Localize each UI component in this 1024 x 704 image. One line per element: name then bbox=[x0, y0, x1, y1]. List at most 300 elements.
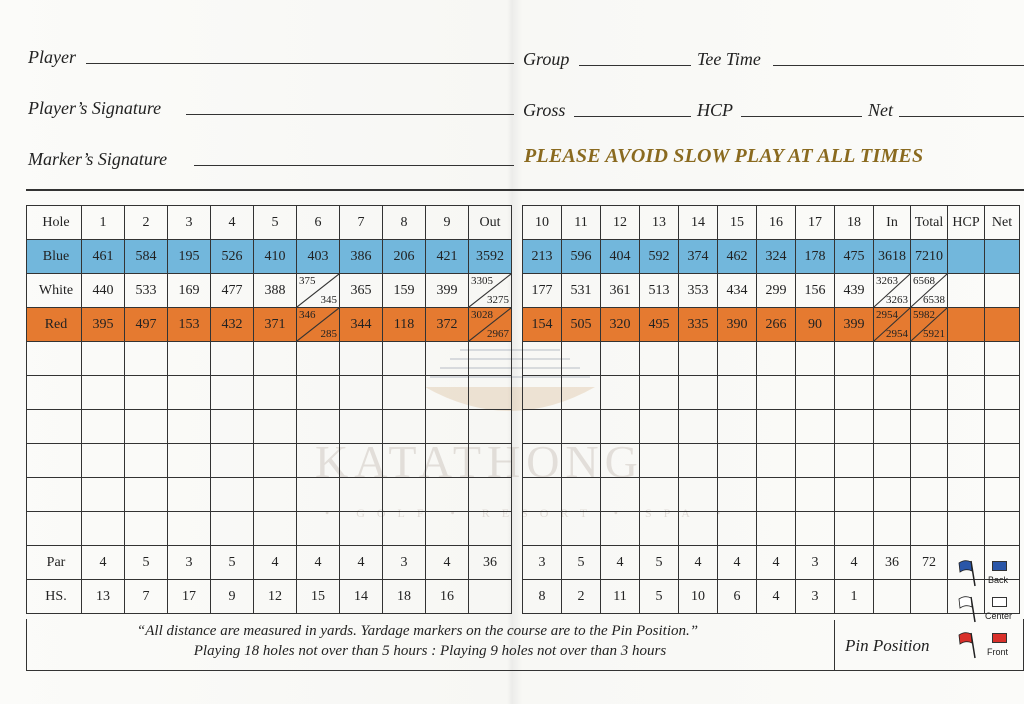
score-entry-cell[interactable] bbox=[985, 376, 1020, 410]
score-entry-cell[interactable] bbox=[948, 410, 985, 444]
score-entry-cell[interactable] bbox=[523, 444, 562, 478]
back-red-cell: 399 bbox=[835, 308, 874, 342]
score-entry-cell[interactable] bbox=[640, 410, 679, 444]
back-blue-cell: 596 bbox=[562, 240, 601, 274]
score-entry-cell[interactable] bbox=[948, 478, 985, 512]
legend-front-label: Front bbox=[987, 647, 1009, 657]
score-entry-cell[interactable] bbox=[948, 512, 985, 546]
score-entry-cell[interactable] bbox=[383, 512, 426, 546]
score-entry-cell[interactable] bbox=[911, 342, 948, 376]
gross-line[interactable] bbox=[574, 116, 691, 117]
front-hs-cell: 14 bbox=[340, 580, 383, 614]
score-entry-cell[interactable] bbox=[523, 410, 562, 444]
score-entry-cell[interactable] bbox=[985, 512, 1020, 546]
back-par-cell: 3 bbox=[523, 546, 562, 580]
score-entry-cell[interactable] bbox=[523, 376, 562, 410]
score-entry-cell[interactable] bbox=[874, 478, 911, 512]
score-entry-cell[interactable] bbox=[948, 444, 985, 478]
score-entry-cell[interactable] bbox=[835, 342, 874, 376]
back-red-lower-value: 5921 bbox=[923, 328, 945, 340]
score-entry-cell[interactable] bbox=[562, 376, 601, 410]
back-red-cell bbox=[911, 308, 948, 342]
back-par-cell: 4 bbox=[718, 546, 757, 580]
score-entry-cell[interactable] bbox=[911, 410, 948, 444]
front-white-upper-value: 3305 bbox=[471, 275, 493, 287]
back-hs-cell: 2 bbox=[562, 580, 601, 614]
score-entry-cell[interactable] bbox=[254, 444, 297, 478]
score-entry-cell[interactable] bbox=[718, 512, 757, 546]
score-entry-cell[interactable] bbox=[796, 478, 835, 512]
score-entry-cell[interactable] bbox=[82, 410, 125, 444]
back-row-white bbox=[523, 274, 1020, 308]
back-headers-cell: 11 bbox=[562, 206, 601, 240]
front-red-cell bbox=[469, 308, 512, 342]
score-entry-cell[interactable] bbox=[125, 342, 168, 376]
back-red-cell: 154 bbox=[523, 308, 562, 342]
header-divider bbox=[26, 189, 1024, 191]
score-entry-cell[interactable] bbox=[27, 444, 82, 478]
hcp-label: HCP bbox=[697, 100, 733, 120]
front-red-lower-value: 285 bbox=[320, 328, 337, 340]
front-headers-cell: 3 bbox=[168, 206, 211, 240]
back-white-cell: 361 bbox=[601, 274, 640, 308]
score-entry-cell[interactable] bbox=[679, 512, 718, 546]
back-row-hs bbox=[523, 580, 1020, 614]
front-blue-cell: 195 bbox=[168, 240, 211, 274]
front-red-upper-value: 346 bbox=[299, 309, 316, 321]
score-entry-cell[interactable] bbox=[985, 410, 1020, 444]
front-headers-cell: 7 bbox=[340, 206, 383, 240]
front-white-cell bbox=[297, 274, 340, 308]
score-entry-cell[interactable] bbox=[340, 342, 383, 376]
score-entry-cell[interactable] bbox=[718, 376, 757, 410]
score-entry-cell[interactable] bbox=[601, 342, 640, 376]
back-white-cell: 299 bbox=[757, 274, 796, 308]
back-red-cell: 266 bbox=[757, 308, 796, 342]
back-white-cell bbox=[948, 274, 985, 308]
score-entry-cell[interactable] bbox=[340, 376, 383, 410]
front-red-cell: 497 bbox=[125, 308, 168, 342]
back-row-blue bbox=[523, 240, 1020, 274]
legend-center-swatch bbox=[992, 597, 1007, 607]
back-score-row bbox=[523, 512, 1020, 546]
score-entry-cell[interactable] bbox=[835, 478, 874, 512]
signature-line[interactable] bbox=[186, 114, 514, 115]
score-entry-cell[interactable] bbox=[27, 342, 82, 376]
back-white-cell: 434 bbox=[718, 274, 757, 308]
back-hs-cell: 4 bbox=[757, 580, 796, 614]
back-blue-cell: 7210 bbox=[911, 240, 948, 274]
front-par-cell: 4 bbox=[340, 546, 383, 580]
back-white-cell: 177 bbox=[523, 274, 562, 308]
legend-back-label: Back bbox=[988, 575, 1009, 585]
legend-back-swatch bbox=[992, 561, 1007, 571]
score-entry-cell[interactable] bbox=[426, 342, 469, 376]
front-white-cell: White bbox=[27, 274, 82, 308]
back-hs-cell: 5 bbox=[640, 580, 679, 614]
front-score-row bbox=[27, 342, 512, 376]
score-entry-cell[interactable] bbox=[125, 376, 168, 410]
score-entry-cell[interactable] bbox=[168, 342, 211, 376]
back-hs-cell: 3 bbox=[796, 580, 835, 614]
back-red-lower-value: 2954 bbox=[886, 328, 908, 340]
score-entry-cell[interactable] bbox=[640, 478, 679, 512]
front-red-upper-value: 3028 bbox=[471, 309, 493, 321]
score-entry-cell[interactable] bbox=[523, 342, 562, 376]
score-entry-cell[interactable] bbox=[27, 376, 82, 410]
back-red-cell bbox=[874, 308, 911, 342]
score-entry-cell[interactable] bbox=[757, 376, 796, 410]
score-entry-cell[interactable] bbox=[948, 376, 985, 410]
score-entry-cell[interactable] bbox=[469, 342, 512, 376]
back-hs-cell: 10 bbox=[679, 580, 718, 614]
score-entry-cell[interactable] bbox=[911, 444, 948, 478]
score-entry-cell[interactable] bbox=[297, 410, 340, 444]
score-entry-cell[interactable] bbox=[168, 376, 211, 410]
score-entry-cell[interactable] bbox=[796, 342, 835, 376]
score-entry-cell[interactable] bbox=[874, 512, 911, 546]
front-nine-table bbox=[26, 205, 512, 614]
score-entry-cell[interactable] bbox=[562, 410, 601, 444]
score-entry-cell[interactable] bbox=[297, 444, 340, 478]
score-entry-cell[interactable] bbox=[757, 512, 796, 546]
score-entry-cell[interactable] bbox=[874, 376, 911, 410]
score-entry-cell[interactable] bbox=[340, 444, 383, 478]
blue-flag-icon bbox=[957, 557, 981, 587]
front-blue-cell: 403 bbox=[297, 240, 340, 274]
score-entry-cell[interactable] bbox=[469, 478, 512, 512]
score-entry-cell[interactable] bbox=[796, 376, 835, 410]
back-par-cell: 4 bbox=[757, 546, 796, 580]
back-red-cell: 320 bbox=[601, 308, 640, 342]
score-entry-cell[interactable] bbox=[601, 478, 640, 512]
score-entry-cell[interactable] bbox=[985, 478, 1020, 512]
score-entry-cell[interactable] bbox=[911, 376, 948, 410]
back-red-upper-value: 2954 bbox=[876, 309, 898, 321]
score-entry-cell[interactable] bbox=[27, 478, 82, 512]
group-label: Group bbox=[523, 49, 570, 69]
pin-position-label: Pin Position bbox=[845, 636, 930, 655]
back-score-row bbox=[523, 444, 1020, 478]
front-blue-cell: 386 bbox=[340, 240, 383, 274]
score-entry-cell[interactable] bbox=[297, 478, 340, 512]
back-par-cell: 3 bbox=[796, 546, 835, 580]
score-entry-cell[interactable] bbox=[211, 478, 254, 512]
front-row-hs bbox=[27, 580, 512, 614]
score-entry-cell[interactable] bbox=[426, 478, 469, 512]
score-entry-cell[interactable] bbox=[254, 376, 297, 410]
back-hs-cell bbox=[874, 580, 911, 614]
marker-label: Marker’s Signature bbox=[28, 149, 168, 169]
score-entry-cell[interactable] bbox=[835, 444, 874, 478]
back-white-cell: 156 bbox=[796, 274, 835, 308]
front-red-cell: 372 bbox=[426, 308, 469, 342]
back-par-cell: 4 bbox=[835, 546, 874, 580]
score-entry-cell[interactable] bbox=[82, 478, 125, 512]
score-entry-cell[interactable] bbox=[835, 512, 874, 546]
back-par-cell: 4 bbox=[601, 546, 640, 580]
score-entry-cell[interactable] bbox=[562, 512, 601, 546]
score-entry-cell[interactable] bbox=[601, 444, 640, 478]
back-blue-cell: 404 bbox=[601, 240, 640, 274]
front-row-blue bbox=[27, 240, 512, 274]
score-entry-cell[interactable] bbox=[679, 376, 718, 410]
score-entry-cell[interactable] bbox=[82, 342, 125, 376]
score-entry-cell[interactable] bbox=[27, 410, 82, 444]
front-white-lower-value: 345 bbox=[320, 294, 337, 306]
front-red-cell: 432 bbox=[211, 308, 254, 342]
front-white-cell: 388 bbox=[254, 274, 297, 308]
front-par-cell: 36 bbox=[469, 546, 512, 580]
front-blue-cell: 206 bbox=[383, 240, 426, 274]
back-headers-cell: Total bbox=[911, 206, 948, 240]
group-line[interactable] bbox=[579, 65, 691, 66]
score-entry-cell[interactable] bbox=[168, 410, 211, 444]
score-entry-cell[interactable] bbox=[340, 478, 383, 512]
score-entry-cell[interactable] bbox=[796, 410, 835, 444]
score-entry-cell[interactable] bbox=[640, 376, 679, 410]
score-entry-cell[interactable] bbox=[718, 342, 757, 376]
score-entry-cell[interactable] bbox=[679, 410, 718, 444]
score-entry-cell[interactable] bbox=[679, 444, 718, 478]
back-white-lower-value: 3263 bbox=[886, 294, 908, 306]
score-entry-cell[interactable] bbox=[383, 376, 426, 410]
score-entry-cell[interactable] bbox=[601, 512, 640, 546]
back-score-row bbox=[523, 342, 1020, 376]
back-blue-cell: 178 bbox=[796, 240, 835, 274]
back-headers-cell: HCP bbox=[948, 206, 985, 240]
front-score-row bbox=[27, 376, 512, 410]
score-entry-cell[interactable] bbox=[297, 376, 340, 410]
front-headers-cell: Out bbox=[469, 206, 512, 240]
front-red-cell: 153 bbox=[168, 308, 211, 342]
score-entry-cell[interactable] bbox=[911, 512, 948, 546]
front-blue-cell: 410 bbox=[254, 240, 297, 274]
back-white-cell bbox=[985, 274, 1020, 308]
back-score-row bbox=[523, 376, 1020, 410]
score-entry-cell[interactable] bbox=[835, 410, 874, 444]
back-red-cell: 505 bbox=[562, 308, 601, 342]
front-blue-cell: 526 bbox=[211, 240, 254, 274]
front-red-cell: Red bbox=[27, 308, 82, 342]
score-entry-cell[interactable] bbox=[874, 342, 911, 376]
back-score-row bbox=[523, 478, 1020, 512]
legend-back bbox=[955, 557, 1021, 591]
score-entry-cell[interactable] bbox=[82, 444, 125, 478]
score-entry-cell[interactable] bbox=[426, 444, 469, 478]
front-white-cell: 533 bbox=[125, 274, 168, 308]
back-white-cell: 353 bbox=[679, 274, 718, 308]
front-white-cell bbox=[469, 274, 512, 308]
score-entry-cell[interactable] bbox=[254, 512, 297, 546]
score-entry-cell[interactable] bbox=[640, 444, 679, 478]
score-entry-cell[interactable] bbox=[340, 410, 383, 444]
score-entry-cell[interactable] bbox=[640, 512, 679, 546]
back-nine-table bbox=[522, 205, 1020, 614]
front-row-red bbox=[27, 308, 512, 342]
back-headers-cell: 10 bbox=[523, 206, 562, 240]
score-entry-cell[interactable] bbox=[125, 410, 168, 444]
score-entry-cell[interactable] bbox=[911, 478, 948, 512]
front-red-cell: 371 bbox=[254, 308, 297, 342]
score-entry-cell[interactable] bbox=[125, 512, 168, 546]
score-entry-cell[interactable] bbox=[383, 478, 426, 512]
marker-line[interactable] bbox=[194, 165, 514, 166]
back-hs-cell: 1 bbox=[835, 580, 874, 614]
front-hs-cell: 7 bbox=[125, 580, 168, 614]
back-white-cell: 439 bbox=[835, 274, 874, 308]
score-entry-cell[interactable] bbox=[757, 342, 796, 376]
back-white-upper-value: 3263 bbox=[876, 275, 898, 287]
score-entry-cell[interactable] bbox=[340, 512, 383, 546]
score-entry-cell[interactable] bbox=[82, 512, 125, 546]
front-headers-cell: 1 bbox=[82, 206, 125, 240]
back-row-par bbox=[523, 546, 1020, 580]
back-headers-cell: 13 bbox=[640, 206, 679, 240]
watermark-name: KATATHONG bbox=[315, 436, 644, 487]
score-entry-cell[interactable] bbox=[168, 512, 211, 546]
score-entry-cell[interactable] bbox=[211, 410, 254, 444]
score-entry-cell[interactable] bbox=[469, 410, 512, 444]
score-entry-cell[interactable] bbox=[679, 342, 718, 376]
score-entry-cell[interactable] bbox=[679, 478, 718, 512]
front-par-cell: 4 bbox=[297, 546, 340, 580]
score-entry-cell[interactable] bbox=[125, 478, 168, 512]
back-par-cell: 5 bbox=[562, 546, 601, 580]
score-entry-cell[interactable] bbox=[948, 342, 985, 376]
player-line[interactable] bbox=[86, 63, 514, 64]
back-blue-cell: 213 bbox=[523, 240, 562, 274]
front-hs-cell: 18 bbox=[383, 580, 426, 614]
front-white-cell: 169 bbox=[168, 274, 211, 308]
back-red-cell: 495 bbox=[640, 308, 679, 342]
score-entry-cell[interactable] bbox=[874, 444, 911, 478]
front-blue-cell: 584 bbox=[125, 240, 168, 274]
back-headers-cell: 17 bbox=[796, 206, 835, 240]
legend-front-swatch bbox=[992, 633, 1007, 643]
score-entry-cell[interactable] bbox=[254, 478, 297, 512]
front-hs-cell: 17 bbox=[168, 580, 211, 614]
back-white-cell bbox=[874, 274, 911, 308]
score-entry-cell[interactable] bbox=[469, 512, 512, 546]
front-score-row bbox=[27, 444, 512, 478]
score-entry-cell[interactable] bbox=[383, 342, 426, 376]
front-par-cell: 5 bbox=[211, 546, 254, 580]
score-entry-cell[interactable] bbox=[757, 444, 796, 478]
gross-label: Gross bbox=[523, 100, 566, 120]
player-label: Player bbox=[28, 47, 76, 67]
score-entry-cell[interactable] bbox=[718, 444, 757, 478]
score-entry-cell[interactable] bbox=[835, 376, 874, 410]
score-entry-cell[interactable] bbox=[211, 444, 254, 478]
hcp-line[interactable] bbox=[741, 116, 862, 117]
back-hs-cell: 8 bbox=[523, 580, 562, 614]
score-entry-cell[interactable] bbox=[985, 342, 1020, 376]
front-hs-cell: 9 bbox=[211, 580, 254, 614]
score-entry-cell[interactable] bbox=[562, 342, 601, 376]
score-entry-cell[interactable] bbox=[297, 512, 340, 546]
front-hs-cell: 13 bbox=[82, 580, 125, 614]
score-entry-cell[interactable] bbox=[523, 512, 562, 546]
score-entry-cell[interactable] bbox=[168, 478, 211, 512]
score-entry-cell[interactable] bbox=[562, 444, 601, 478]
score-entry-cell[interactable] bbox=[383, 444, 426, 478]
score-entry-cell[interactable] bbox=[796, 444, 835, 478]
back-headers-cell: 18 bbox=[835, 206, 874, 240]
net-line[interactable] bbox=[899, 116, 1024, 117]
tee-time-label: Tee Time bbox=[697, 49, 761, 69]
score-entry-cell[interactable] bbox=[297, 342, 340, 376]
front-par-cell: 3 bbox=[383, 546, 426, 580]
back-red-cell: 390 bbox=[718, 308, 757, 342]
front-par-cell: Par bbox=[27, 546, 82, 580]
front-headers-cell: 2 bbox=[125, 206, 168, 240]
score-entry-cell[interactable] bbox=[469, 376, 512, 410]
score-entry-cell[interactable] bbox=[383, 410, 426, 444]
score-entry-cell[interactable] bbox=[168, 444, 211, 478]
signature-label: Player’s Signature bbox=[28, 98, 162, 118]
score-entry-cell[interactable] bbox=[757, 478, 796, 512]
score-entry-cell[interactable] bbox=[757, 410, 796, 444]
score-entry-cell[interactable] bbox=[562, 478, 601, 512]
back-headers-cell: 12 bbox=[601, 206, 640, 240]
score-entry-cell[interactable] bbox=[211, 342, 254, 376]
tee-time-line[interactable] bbox=[773, 65, 1024, 66]
score-entry-cell[interactable] bbox=[254, 410, 297, 444]
front-blue-cell: Blue bbox=[27, 240, 82, 274]
score-entry-cell[interactable] bbox=[796, 512, 835, 546]
back-hs-cell: 11 bbox=[601, 580, 640, 614]
back-blue-cell: 592 bbox=[640, 240, 679, 274]
score-entry-cell[interactable] bbox=[426, 512, 469, 546]
back-red-cell: 335 bbox=[679, 308, 718, 342]
score-entry-cell[interactable] bbox=[125, 444, 168, 478]
back-headers-cell: 15 bbox=[718, 206, 757, 240]
back-par-cell: 72 bbox=[911, 546, 948, 580]
front-red-lower-value: 2967 bbox=[487, 328, 509, 340]
front-hs-cell: 16 bbox=[426, 580, 469, 614]
front-red-cell: 344 bbox=[340, 308, 383, 342]
score-entry-cell[interactable] bbox=[211, 376, 254, 410]
score-entry-cell[interactable] bbox=[82, 376, 125, 410]
score-entry-cell[interactable] bbox=[640, 342, 679, 376]
score-entry-cell[interactable] bbox=[426, 376, 469, 410]
back-white-cell: 531 bbox=[562, 274, 601, 308]
back-white-cell bbox=[911, 274, 948, 308]
score-entry-cell[interactable] bbox=[254, 342, 297, 376]
score-entry-cell[interactable] bbox=[426, 410, 469, 444]
score-entry-cell[interactable] bbox=[718, 478, 757, 512]
back-red-upper-value: 5982 bbox=[913, 309, 935, 321]
back-headers-cell: 16 bbox=[757, 206, 796, 240]
score-entry-cell[interactable] bbox=[211, 512, 254, 546]
front-white-cell: 365 bbox=[340, 274, 383, 308]
front-par-cell: 4 bbox=[254, 546, 297, 580]
score-entry-cell[interactable] bbox=[27, 512, 82, 546]
score-entry-cell[interactable] bbox=[874, 410, 911, 444]
score-entry-cell[interactable] bbox=[469, 444, 512, 478]
score-entry-cell[interactable] bbox=[985, 444, 1020, 478]
score-entry-cell[interactable] bbox=[718, 410, 757, 444]
front-row-white bbox=[27, 274, 512, 308]
score-entry-cell[interactable] bbox=[523, 478, 562, 512]
score-entry-cell[interactable] bbox=[601, 376, 640, 410]
back-blue-cell: 462 bbox=[718, 240, 757, 274]
back-blue-cell bbox=[985, 240, 1020, 274]
back-red-cell: 90 bbox=[796, 308, 835, 342]
score-entry-cell[interactable] bbox=[601, 410, 640, 444]
front-headers-cell: 6 bbox=[297, 206, 340, 240]
